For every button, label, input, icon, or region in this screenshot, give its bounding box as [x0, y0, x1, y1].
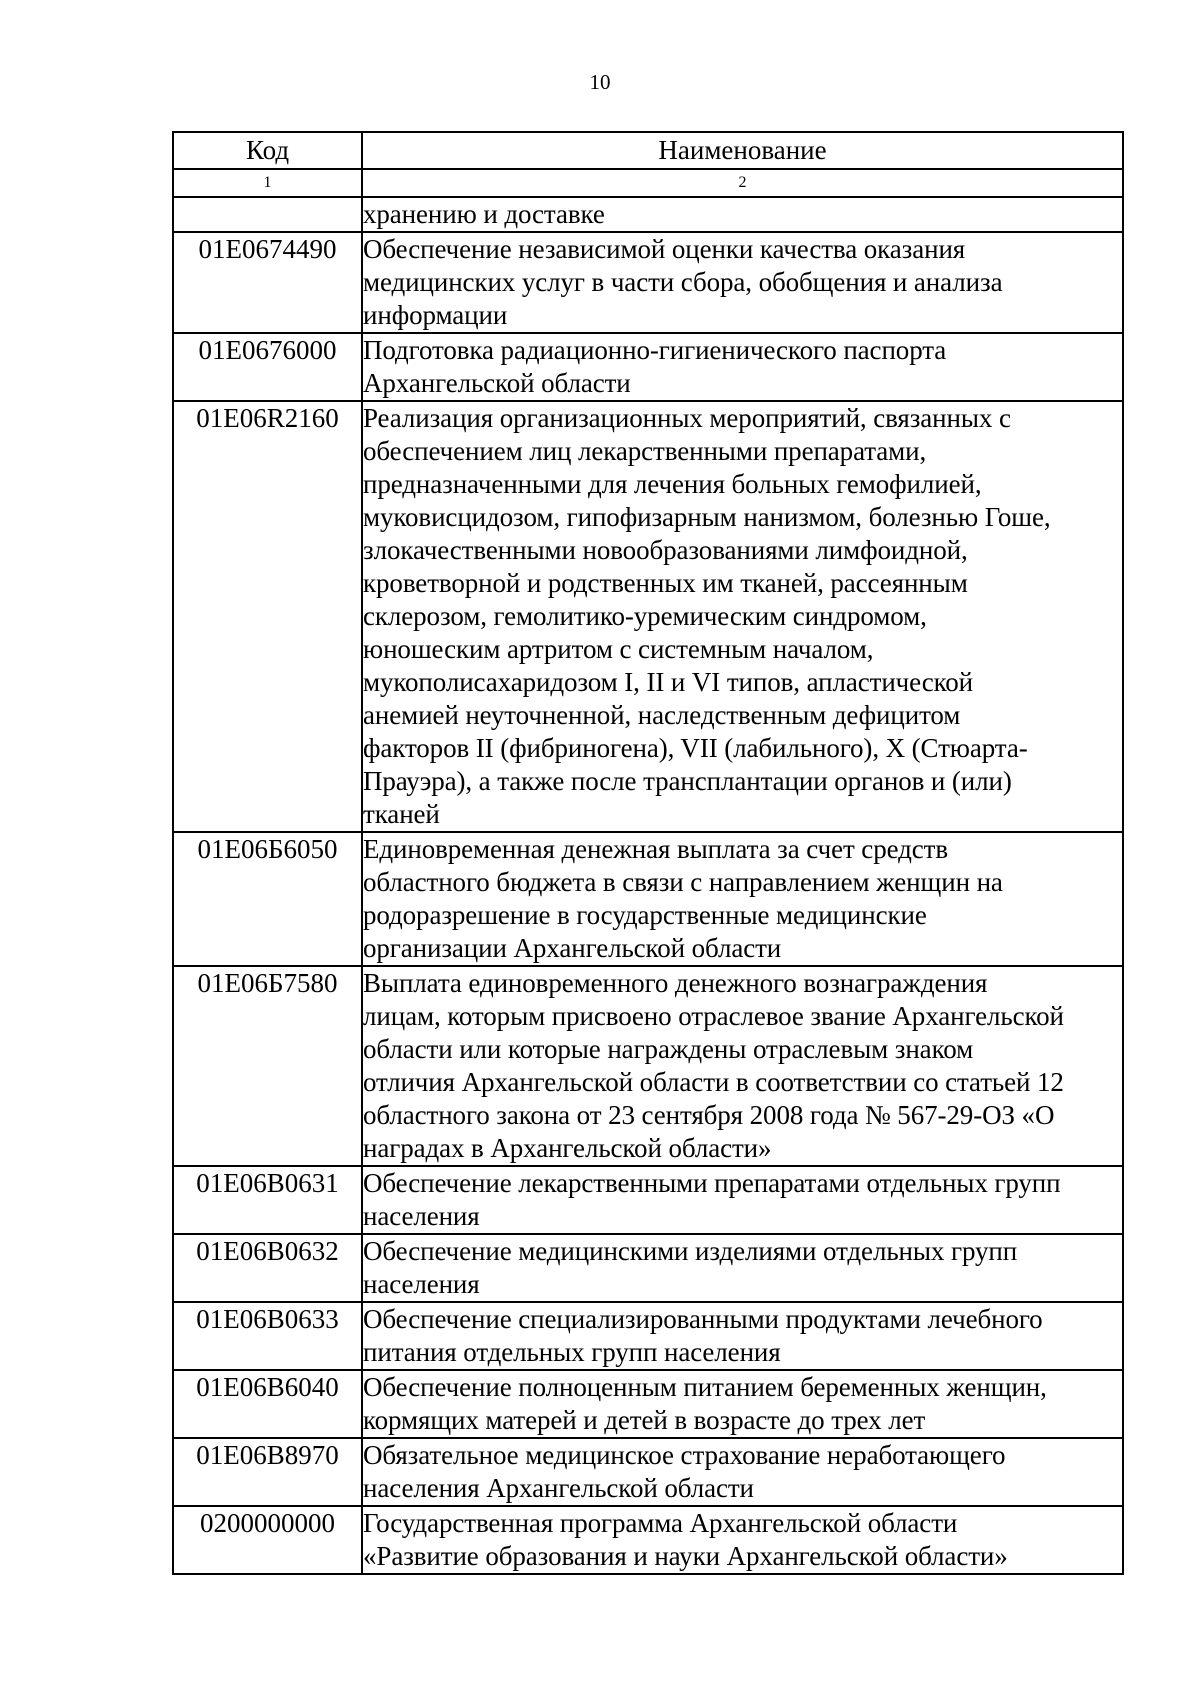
row-code — [173, 197, 362, 232]
table-row — [173, 1438, 1123, 1506]
row-name: Выплата единовременного денежного вознаграждения лицам, которым присвоено отраслевое звание Архангельской области или которые награждены отраслевым знаком отличия Архангельской области в соответствии со статьей 12 областного закона от 23 сентября 2008 года № 567-29-ОЗ «О наградах в Архангельской области» — [362, 966, 1123, 1166]
table-header — [173, 132, 1123, 197]
row-name: хранению и доставке — [362, 197, 1123, 232]
row-name: Обеспечение полноценным питанием беременных женщин, кормящих матерей и детей в возрасте до трех лет — [362, 1370, 1123, 1438]
row-name: Обязательное медицинское страхование неработающего населения Архангельской области — [362, 1438, 1123, 1506]
table-row — [173, 832, 1123, 966]
row-code: 01Е06В8970 — [173, 1438, 362, 1506]
table-row — [173, 1234, 1123, 1302]
table-row — [173, 1370, 1123, 1438]
column-number-code: 1 — [173, 169, 362, 197]
row-code: 01Е06R2160 — [173, 401, 362, 832]
row-name: Реализация организационных мероприятий, связанных с обеспечением лиц лекарственными препаратами, предназначенными для лечения больных гемофилией, муковисцидозом, гипофизарным нанизмом, болезнью Гоше, злокачественными новообразованиями лимфоидной, кроветворной и родственных им тканей, рассеянным склерозом, гемолитико-уремическим синдромом, юношеским артритом с системным началом, мукополисахаридозом I, II и VI типов, апластической анемией неуточненной, наследственным дефицитом факторов II (фибриногена), VII (лабильного), X (Стюарта- Прауэра), а также после трансплантации органов и (или) тканей — [362, 401, 1123, 832]
row-name: Обеспечение медицинскими изделиями отдельных групп населения — [362, 1234, 1123, 1302]
row-code: 01Е06В0633 — [173, 1302, 362, 1370]
page-number: 10 — [589, 70, 611, 94]
row-name: Обеспечение специализированными продуктами лечебного питания отдельных групп населения — [362, 1302, 1123, 1370]
row-code: 01Е06Б6050 — [173, 832, 362, 966]
table-row — [173, 197, 1123, 232]
row-name: Обеспечение независимой оценки качества оказания медицинских услуг в части сбора, обобщения и анализа информации — [362, 232, 1123, 333]
row-code: 01Е06В6040 — [173, 1370, 362, 1438]
header-row — [173, 132, 1123, 169]
column-number-name: 2 — [362, 169, 1123, 197]
row-code: 01Е0676000 — [173, 333, 362, 401]
row-code: 01Е06Б7580 — [173, 966, 362, 1166]
row-name: Единовременная денежная выплата за счет средств областного бюджета в связи с направлением женщин на родоразрешение в государственные медицинские организации Архангельской области — [362, 832, 1123, 966]
row-name: Обеспечение лекарственными препаратами отдельных групп населения — [362, 1166, 1123, 1234]
header-name: Наименование — [362, 132, 1123, 169]
header-code: Код — [173, 132, 362, 169]
table-row — [173, 401, 1123, 832]
table-row — [173, 1506, 1123, 1574]
budget-codes-table — [172, 131, 1124, 1575]
row-code: 0200000000 — [173, 1506, 362, 1574]
row-code: 01Е06В0632 — [173, 1234, 362, 1302]
row-name: Государственная программа Архангельской области «Развитие образования и науки Архангельской области» — [362, 1506, 1123, 1574]
table-row — [173, 232, 1123, 333]
row-code: 01Е0674490 — [173, 232, 362, 333]
table-row — [173, 1166, 1123, 1234]
table-row — [173, 1302, 1123, 1370]
column-number-row — [173, 169, 1123, 197]
row-name: Подготовка радиационно-гигиенического паспорта Архангельской области — [362, 333, 1123, 401]
table-row — [173, 333, 1123, 401]
table-body — [173, 197, 1123, 1574]
table-row — [173, 966, 1123, 1166]
row-code: 01Е06В0631 — [173, 1166, 362, 1234]
